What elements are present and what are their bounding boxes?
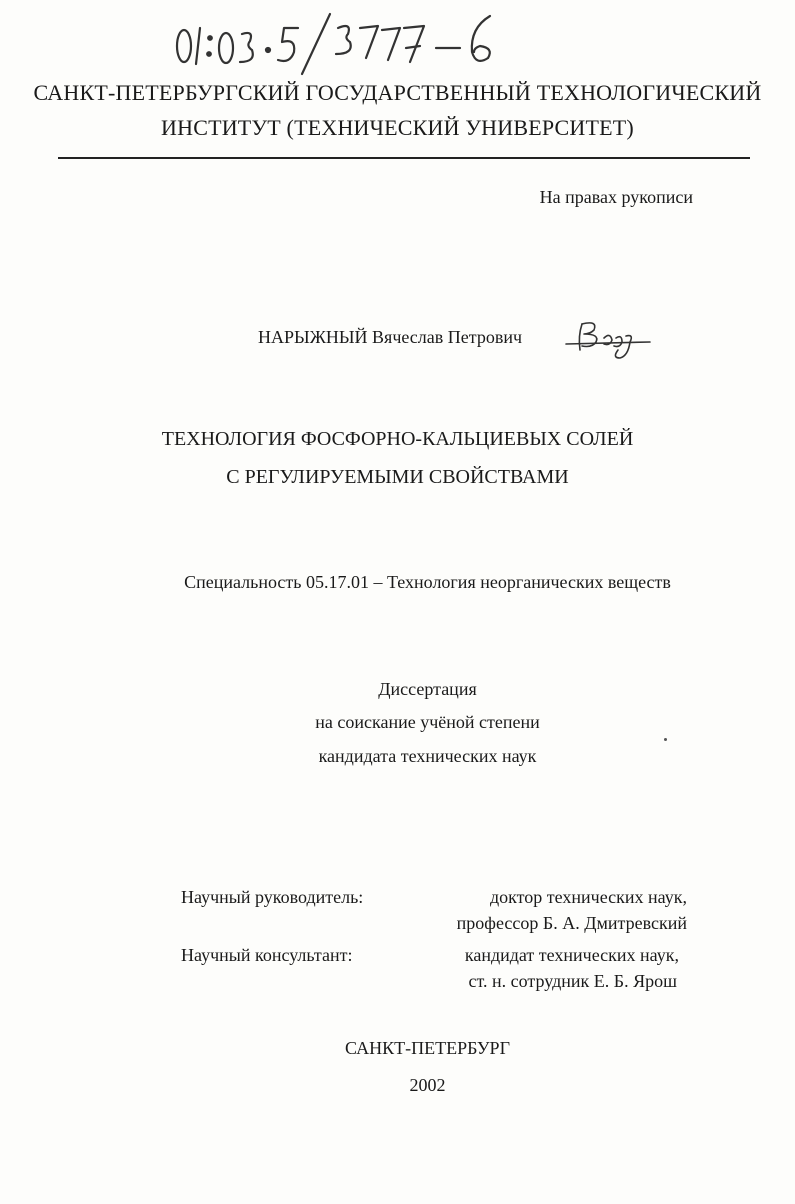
author-signature — [562, 316, 654, 360]
dissertation-title-line-2: С РЕГУЛИРУЕМЫМИ СВОЙСТВАМИ — [226, 466, 569, 488]
manuscript-note: На правах рукописи — [539, 187, 693, 207]
consultant-label: Научный консультант: — [181, 945, 353, 965]
consultant-degree: кандидат технических наук, — [464, 945, 679, 965]
consultant-name: ст. н. сотрудник Е. Б. Ярош — [468, 971, 677, 991]
handwritten-archive-code — [170, 8, 530, 78]
city: САНКТ-ПЕТЕРБУРГ — [345, 1038, 510, 1058]
dissertation-label: Диссертация — [378, 679, 477, 699]
specialty-line: Специальность 05.17.01 – Технология неорганических веществ — [184, 572, 671, 592]
year: 2002 — [409, 1075, 446, 1095]
degree-line-1: на соискание учёной степени — [315, 712, 540, 732]
author-name: НАРЫЖНЫЙ Вячеслав Петрович — [258, 327, 523, 347]
supervisor-label: Научный руководитель: — [181, 887, 364, 907]
institution-line-2: ИНСТИТУТ (ТЕХНИЧЕСКИЙ УНИВЕРСИТЕТ) — [161, 115, 634, 140]
supervisor-degree: доктор технических наук, — [490, 887, 687, 907]
institution-line-1: САНКТ-ПЕТЕРБУРГСКИЙ ГОСУДАРСТВЕННЫЙ ТЕХНОЛОГИЧЕСКИЙ — [33, 80, 762, 105]
supervisor-name: профессор Б. А. Дмитревский — [456, 913, 687, 933]
degree-line-2: кандидата технических наук — [318, 746, 537, 766]
header-divider — [58, 157, 750, 159]
dissertation-title-line-1: ТЕХНОЛОГИЯ ФОСФОРНО-КАЛЬЦИЕВЫХ СОЛЕЙ — [161, 428, 634, 450]
stray-mark — [664, 738, 667, 741]
